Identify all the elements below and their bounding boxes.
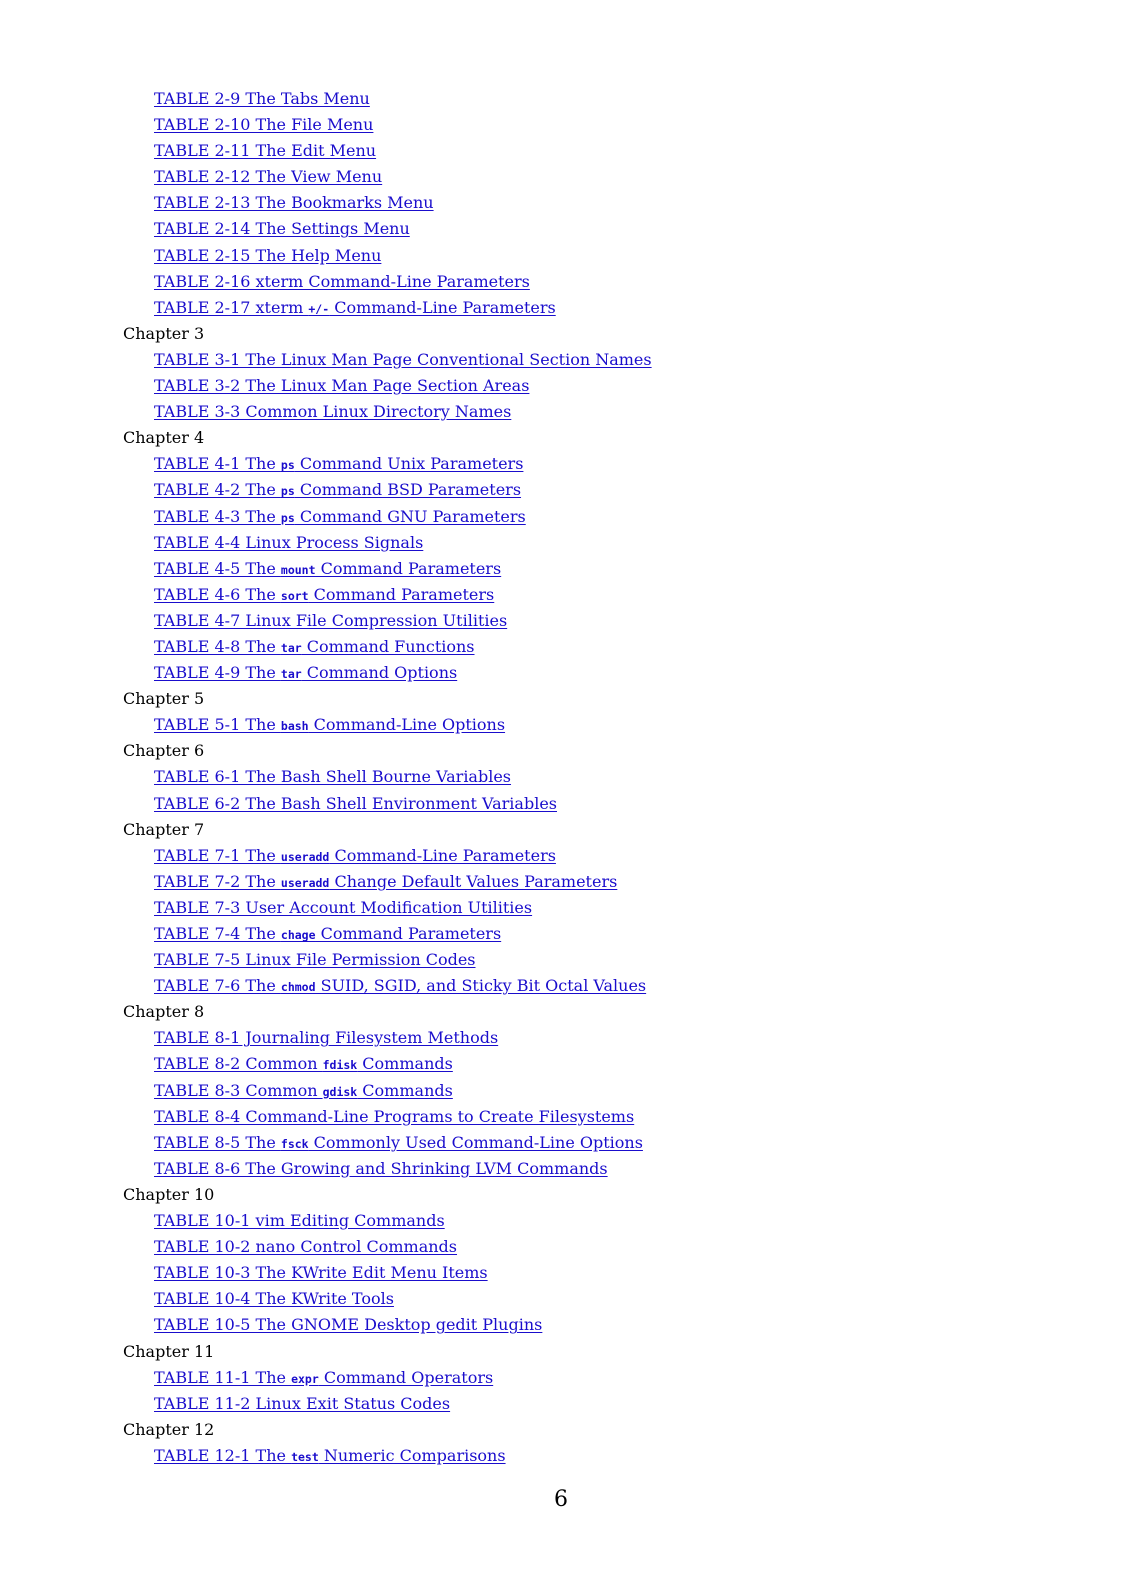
table-link-text: Command Functions (301, 636, 475, 656)
table-link[interactable] (154, 454, 523, 473)
table-link-text: TABLE 7-4 The (154, 924, 281, 943)
table-link-text: TABLE 4-2 The (154, 480, 281, 500)
chapter-heading-label: Chapter 6 (123, 741, 205, 761)
toc-entry (0, 764, 1122, 790)
table-link[interactable] (154, 298, 556, 317)
table-link[interactable] (154, 507, 526, 526)
table-link-text: TABLE 2-14 The Settings Menu (154, 219, 410, 239)
table-link-code: bash (280, 719, 309, 734)
table-link-text: TABLE 8-6 The Growing and Shrinking LVM Commands (154, 1158, 608, 1178)
chapter-heading-label: Chapter 10 (123, 1184, 215, 1204)
table-link[interactable] (154, 115, 373, 134)
table-link[interactable] (154, 1028, 498, 1047)
table-link-text: TABLE 4-4 Linux Process Signals (154, 532, 424, 552)
toc-entry (0, 86, 1122, 112)
toc-entry (0, 451, 1122, 477)
toc-entry (0, 869, 1122, 895)
table-link-text: TABLE 4-1 The (154, 454, 281, 474)
table-link-text: TABLE 7-2 The (154, 871, 281, 891)
table-link[interactable] (154, 559, 501, 578)
table-link[interactable] (154, 637, 475, 656)
table-link-text: TABLE 6-2 The Bash Shell Environment Variables (154, 793, 557, 813)
toc-entry (0, 921, 1122, 947)
toc-entry (0, 634, 1122, 660)
list-of-tables (0, 86, 1122, 1469)
table-link-text: TABLE 3-2 The Linux Man Page Section Areas (154, 376, 530, 396)
table-link-text: TABLE 2-13 The Bookmarks Menu (154, 193, 434, 213)
chapter-heading-label: Chapter 5 (123, 689, 205, 709)
table-link[interactable] (154, 872, 617, 891)
table-link-text: TABLE 2-17 xterm (154, 297, 309, 317)
toc-entry (0, 190, 1122, 216)
table-link[interactable] (154, 402, 511, 421)
table-link[interactable] (154, 1289, 394, 1308)
table-link-text: TABLE 8-4 Command-Line Programs to Create Filesystems (154, 1106, 635, 1126)
toc-entry (0, 843, 1122, 869)
toc-entry (0, 1104, 1122, 1130)
table-link-code: fsck (280, 1136, 309, 1151)
table-link-text: Command-Line Options (308, 715, 506, 735)
toc-entry (0, 1365, 1122, 1391)
table-link-text: TABLE 4-3 The (154, 506, 281, 526)
table-link-text: Command Parameters (315, 924, 502, 943)
table-link-code: tar (280, 640, 302, 655)
table-link-text: Command GNU Parameters (294, 506, 526, 526)
table-link-text: Command-Line Parameters (329, 297, 556, 317)
table-link-text: TABLE 2-11 The Edit Menu (154, 141, 377, 161)
table-link-code: expr (291, 1371, 319, 1386)
table-link[interactable] (154, 1394, 450, 1413)
table-link[interactable] (154, 1133, 643, 1152)
chapter-heading-label: Chapter 4 (123, 428, 205, 448)
table-link[interactable] (154, 767, 511, 786)
table-link-text: TABLE 7-5 Linux File Permission Codes (154, 950, 476, 970)
table-link[interactable] (154, 246, 381, 265)
table-link-text: TABLE 12-1 The (154, 1445, 292, 1465)
chapter-heading (0, 425, 1122, 451)
table-link-text: TABLE 7-1 The (154, 845, 281, 865)
table-link[interactable] (154, 585, 494, 604)
table-link-text: Command-Line Parameters (329, 845, 556, 865)
table-link-text: TABLE 10-5 The GNOME Desktop gedit Plugins (154, 1315, 543, 1335)
table-link-text: TABLE 8-5 The (154, 1132, 281, 1152)
table-link[interactable] (154, 611, 507, 630)
table-link-text: Command BSD Parameters (294, 480, 522, 500)
table-link-text: Command Operators (318, 1367, 494, 1387)
toc-entry (0, 295, 1122, 321)
table-link[interactable] (154, 1263, 488, 1282)
table-link-text: TABLE 10-2 nano Control Commands (154, 1237, 458, 1257)
table-link-code: +/- (308, 301, 330, 316)
table-link-code: sort (280, 588, 309, 603)
table-link-text: TABLE 2-9 The Tabs Menu (154, 89, 370, 108)
toc-entry (0, 1130, 1122, 1156)
toc-entry (0, 1391, 1122, 1417)
table-link-text: TABLE 6-1 The Bash Shell Bourne Variables (154, 767, 512, 787)
table-link-code: chmod (280, 980, 316, 995)
table-link-text: Commonly Used Command-Line Options (308, 1132, 643, 1152)
table-link[interactable] (154, 272, 530, 291)
table-link-text: Command Parameters (315, 558, 502, 578)
table-link[interactable] (154, 950, 476, 969)
toc-entry (0, 608, 1122, 634)
table-link[interactable] (154, 376, 529, 395)
toc-entry (0, 1312, 1122, 1338)
toc-entry (0, 399, 1122, 425)
table-link-text: TABLE 7-6 The (154, 976, 281, 996)
chapter-heading (0, 1182, 1122, 1208)
chapter-heading-label: Chapter 7 (123, 819, 205, 839)
chapter-heading (0, 686, 1122, 712)
table-link[interactable] (154, 167, 382, 186)
toc-entry (0, 1208, 1122, 1234)
table-link-code: gdisk (322, 1084, 358, 1099)
toc-entry (0, 112, 1122, 138)
table-link-text: TABLE 10-3 The KWrite Edit Menu Items (154, 1263, 488, 1283)
table-link[interactable] (154, 663, 457, 682)
table-link[interactable] (154, 976, 646, 995)
toc-entry (0, 1156, 1122, 1182)
table-link-text: Commands (357, 1054, 453, 1074)
table-link-code: test (291, 1449, 319, 1464)
table-link[interactable] (154, 480, 521, 499)
table-link-code: ps (280, 458, 295, 473)
table-link[interactable] (154, 89, 370, 108)
toc-entry (0, 1260, 1122, 1286)
table-link[interactable] (154, 1107, 634, 1126)
table-link[interactable] (154, 1237, 457, 1256)
table-link-text: Command Options (301, 663, 458, 683)
table-link-text: TABLE 4-7 Linux File Compression Utilities (154, 610, 508, 630)
table-link[interactable] (154, 533, 423, 552)
chapter-heading (0, 321, 1122, 347)
table-link-text: Commands (357, 1080, 453, 1100)
table-link-text: TABLE 8-3 Common (154, 1080, 323, 1100)
table-link[interactable] (154, 898, 532, 917)
chapter-heading-label: Chapter 3 (123, 323, 205, 343)
chapter-heading-label: Chapter 11 (123, 1341, 215, 1361)
table-link[interactable] (154, 141, 376, 160)
table-link-text: TABLE 3-1 The Linux Man Page Conventional Section Names (154, 349, 652, 369)
table-link[interactable] (154, 219, 410, 238)
table-link-text: TABLE 8-2 Common (154, 1054, 323, 1074)
table-link[interactable] (154, 1159, 608, 1178)
table-link-text: TABLE 3-3 Common Linux Directory Names (154, 402, 512, 422)
table-link-text: TABLE 2-16 xterm Command-Line Parameters (154, 271, 530, 291)
toc-entry (0, 895, 1122, 921)
table-link-code: fdisk (322, 1058, 358, 1073)
toc-entry (0, 477, 1122, 503)
table-link[interactable] (154, 1446, 506, 1465)
chapter-heading (0, 1417, 1122, 1443)
table-link-text: TABLE 2-15 The Help Menu (154, 245, 382, 265)
table-link[interactable] (154, 1368, 493, 1387)
toc-entry (0, 1443, 1122, 1469)
toc-entry (0, 660, 1122, 686)
table-link[interactable] (154, 1315, 542, 1334)
toc-entry (0, 1078, 1122, 1104)
table-link-text: TABLE 4-5 The (154, 558, 281, 578)
table-link-text: Command Parameters (308, 584, 495, 604)
toc-entry (0, 1051, 1122, 1077)
toc-entry (0, 269, 1122, 295)
table-link-text: TABLE 4-9 The (154, 663, 281, 683)
chapter-heading (0, 738, 1122, 764)
toc-entry (0, 791, 1122, 817)
table-link-text: TABLE 4-6 The (154, 584, 281, 604)
table-link[interactable] (154, 350, 652, 369)
toc-entry (0, 1234, 1122, 1260)
toc-entry (0, 1025, 1122, 1051)
table-link[interactable] (154, 193, 434, 212)
table-link[interactable] (154, 1054, 453, 1073)
toc-entry (0, 947, 1122, 973)
table-link[interactable] (154, 846, 556, 865)
toc-entry (0, 373, 1122, 399)
toc-entry (0, 504, 1122, 530)
toc-entry (0, 1286, 1122, 1312)
table-link-text: SUID, SGID, and Sticky Bit Octal Values (315, 976, 647, 996)
chapter-heading (0, 1339, 1122, 1365)
table-link-text: TABLE 11-1 The (154, 1367, 292, 1387)
table-link-code: ps (280, 484, 295, 499)
table-link-text: TABLE 2-12 The View Menu (154, 167, 383, 187)
toc-entry (0, 712, 1122, 738)
table-link-code: mount (280, 562, 316, 577)
table-link-text: TABLE 10-4 The KWrite Tools (154, 1289, 394, 1309)
toc-entry (0, 973, 1122, 999)
table-link-text: TABLE 2-10 The File Menu (154, 115, 374, 135)
table-link-code: useradd (280, 849, 330, 864)
chapter-heading-label: Chapter 8 (123, 1002, 205, 1022)
table-link-code: chage (280, 928, 316, 942)
table-link-code: ps (280, 510, 295, 525)
table-link[interactable] (154, 1081, 453, 1100)
toc-entry (0, 243, 1122, 269)
chapter-heading-label: Chapter 12 (123, 1419, 215, 1439)
toc-entry (0, 138, 1122, 164)
chapter-heading (0, 999, 1122, 1025)
table-link-text: TABLE 5-1 The (154, 715, 281, 735)
toc-entry (0, 164, 1122, 190)
table-link-text: TABLE 7-3 User Account Modification Utilities (154, 897, 533, 917)
table-link-text: TABLE 10-1 vim Editing Commands (154, 1211, 445, 1231)
table-link[interactable] (154, 924, 501, 943)
toc-entry (0, 582, 1122, 608)
toc-entry (0, 216, 1122, 242)
table-link-text: Command Unix Parameters (294, 454, 524, 474)
table-link-text: TABLE 4-8 The (154, 636, 281, 656)
page-number: 6 (554, 1487, 568, 1512)
table-link-text: Change Default Values Parameters (329, 871, 618, 891)
table-link-code: tar (280, 667, 302, 682)
toc-entry (0, 556, 1122, 582)
table-link[interactable] (154, 1211, 445, 1230)
table-link-text: TABLE 8-1 Journaling Filesystem Methods (154, 1028, 499, 1048)
table-link-code: useradd (280, 875, 330, 890)
toc-entry (0, 530, 1122, 556)
table-link[interactable] (154, 715, 505, 734)
table-link-text: Numeric Comparisons (318, 1445, 506, 1465)
chapter-heading (0, 817, 1122, 843)
table-link[interactable] (154, 794, 557, 813)
toc-entry (0, 347, 1122, 373)
table-link-text: TABLE 11-2 Linux Exit Status Codes (154, 1393, 451, 1413)
